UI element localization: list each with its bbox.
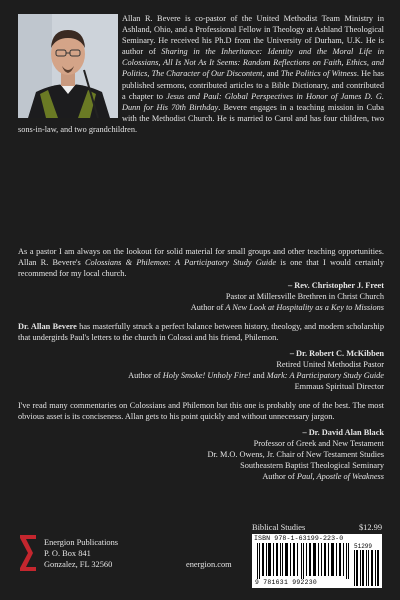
- bio-text: . Bevere engages in a teaching mission in Cuba with the Methodist Church. He is married to Carol and has four children, two sons-in-law, and two grandchildren.: [18, 102, 384, 134]
- endorser-title: Pastor at Millersville Brethren in Christ Church: [225, 291, 384, 301]
- bio-book-title: Jesus and Paul: Global Perspectives in Honor of James D. G. Dunn for His 70th Birthday: [122, 91, 384, 112]
- endorser-name: – Rev. Christopher J. Freet: [287, 280, 384, 290]
- price-label: $12.99: [358, 523, 382, 532]
- endorsement-black: [18, 400, 384, 482]
- publisher-address: Gonzalez, FL 32560: [44, 560, 113, 570]
- endorsement-mckibben: [18, 321, 384, 392]
- sigma-icon: [18, 533, 38, 573]
- category-label: Biblical Studies: [252, 523, 306, 532]
- author-bio: [18, 13, 384, 135]
- endorser-title: Emmaus Spiritual Director: [294, 382, 384, 392]
- endorser-title: Professor of Greek and New Testament: [253, 439, 384, 449]
- bio-book-title: The Politics of Witness: [280, 69, 357, 79]
- endorser-author-of: Author of A New Look at Hospitality as a Key to Missions: [190, 302, 384, 312]
- bio-text: , and: [262, 69, 281, 79]
- price-code-digits: 51299: [354, 543, 373, 550]
- bio-text: Allan R. Bevere is co-pastor of the United Methodist Team Ministry in Ashland, Ohio, and a Professional Fellow in Theology at Ashland Theological Seminary. He received his Ph.D from the University of Durham, U.K. He is author of: [122, 14, 384, 57]
- endorser-author-of: Author of Paul, Apostle of Weakness: [262, 472, 384, 482]
- publisher-name: Energion Publications: [44, 538, 119, 547]
- endorser-name: – Dr. David Alan Black: [302, 428, 384, 438]
- endorsement-attribution: [18, 280, 384, 313]
- publisher-address: P. O. Box 841: [44, 549, 91, 559]
- barcode-digits: 9 781631 992230: [255, 579, 318, 586]
- endorsement-quote: I've read many commentaries on Colossians and Philemon but this one is probably one of the best. The most obvious asset is its conciseness. Allan gets to his point quickly and without unnecessary jargon.: [18, 401, 384, 422]
- price-code-bars: [353, 550, 380, 586]
- endorsement-quote: As a pastor I am always on the lookout for solid material for small groups and other teaching opportunities. Allan R. Bevere's Colossians & Philemon: A Participatory Study Guide is one that I would certainly recommend for my local church.: [18, 247, 384, 279]
- endorser-title: Southeastern Baptist Theological Seminary: [240, 461, 384, 471]
- endorsement-freet: [18, 246, 384, 313]
- endorsement-attribution: [18, 348, 384, 392]
- publisher-block: [44, 537, 118, 571]
- endorsements: [18, 246, 384, 482]
- endorser-title: Retired United Methodist Pastor: [276, 360, 384, 370]
- endorsement-attribution: [18, 427, 384, 482]
- endorsement-quote: Dr. Allan Bevere has masterfully struck a perfect balance between history, theology, and modern scholarship that undergirds Paul's letters to the church in Colossi and his friend, Philemon.: [18, 321, 384, 342]
- bio-book-titles: Sharing in the Inheritance: Identity and the Moral Life in Colossians, All Is Not As It Seems: Random Reflections on Faith, Ethics, and Politics, The Character of Our Discontent: [122, 47, 384, 79]
- endorser-name: – Dr. Robert C. McKibben: [289, 349, 384, 359]
- endorser-title: Dr. M.O. Owens, Jr. Chair of New Testament Studies: [207, 450, 384, 460]
- bio-text: . He has published sermons, contributed articles to a Bible Dictionary, and contributed a chapter to: [122, 69, 384, 101]
- barcode: [252, 534, 382, 588]
- publisher-website: energion.com: [186, 560, 232, 569]
- isbn-text: ISBN 978-1-63199-223-0: [254, 535, 344, 542]
- endorser-author-of: Author of Holy Smoke! Unholy Fire! and Mark: A Participatory Study Guide: [128, 371, 384, 381]
- barcode-bars: [255, 543, 351, 579]
